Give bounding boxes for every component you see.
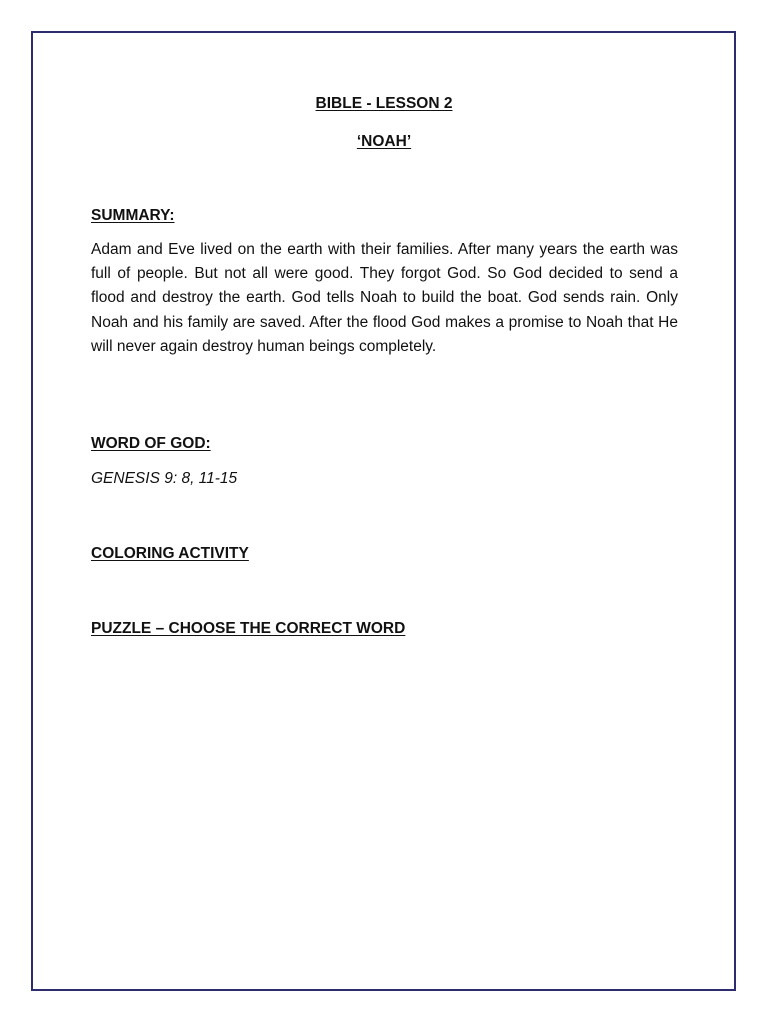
word-of-god-heading: WORD OF GOD:	[91, 435, 211, 452]
page-border	[31, 31, 736, 991]
coloring-activity-heading: COLORING ACTIVITY	[91, 545, 249, 562]
puzzle-heading: PUZZLE – CHOOSE THE CORRECT WORD	[91, 620, 406, 637]
summary-text: Adam and Eve lived on the earth with their families. After many years the earth was full of people. But not all were good. They forgot God. So God decided to send a flood and destroy the earth. God tells Noah to build the boat. God sends rain. Only Noah and his family are saved. After the flood God makes a promise to Noah that He will never again destroy human beings completely.	[91, 241, 678, 355]
lesson-subtitle: ‘NOAH’	[356, 133, 412, 150]
scripture-reference: GENESIS 9: 8, 11-15	[91, 470, 238, 487]
lesson-title: BIBLE - LESSON 2	[315, 95, 453, 112]
summary-heading: SUMMARY:	[91, 207, 175, 224]
